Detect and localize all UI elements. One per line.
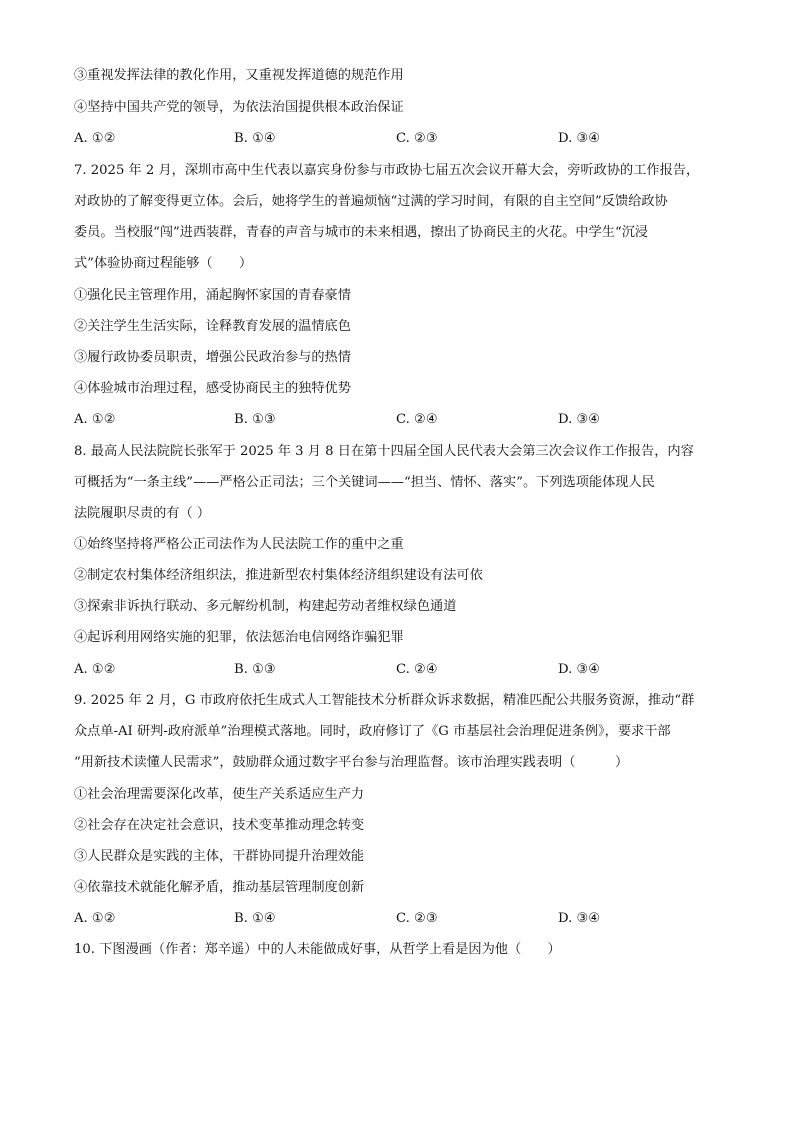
question-8-options [74,662,724,678]
question-7-item-2: ②关注学生生活实际，诠释教育发展的温情底色 [74,319,351,334]
question-7-stem-line-2: 对政协的了解变得更立体。会后，她将学生的普遍烦恼“过满的学习时间，有限的自主空间”反馈给政协 [74,194,668,209]
question-10-stem: 10. 下图漫画（作者：郑辛遥）中的人未能做成好事，从哲学上看是因为他（ ） [74,942,561,957]
question-9-item-2: ②社会存在决定社会意识，技术变革推动理念转变 [74,818,365,833]
question-9-stem-line-2: 众点单-AI 研判-政府派单”治理模式落地。同时，政府修订了《G 市基层社会治理促进条例》，要求干部 [74,724,671,739]
question-6-item-3: ③重视发挥法律的教化作用，又重视发挥道德的规范作用 [74,68,404,83]
option-d: D. ③④ [558,412,601,427]
question-8-stem-line-3: 法院履职尽责的有（ ） [74,506,211,521]
question-9-stem-line-1: 9. 2025 年 2 月，G 市政府依托生成式人工智能技术分析群众诉求数据，精准匹配公共服务资源，推动“群 [74,693,695,708]
question-8-item-4: ④起诉利用网络实施的犯罪，依法惩治电信网络诈骗犯罪 [74,630,404,645]
option-d: D. ③④ [558,131,601,146]
option-c: C. ②③ [396,911,438,926]
option-a: A. ①② [74,131,116,146]
question-9-item-4: ④依靠技术就能化解矛盾，推动基层管理制度创新 [74,880,365,895]
option-a: A. ①② [74,911,116,926]
option-d: D. ③④ [558,662,601,677]
question-9-stem-line-3: “用新技术读懂人民需求”，鼓励群众通过数字平台参与治理监督。该市治理实践表明（ ） [74,755,629,770]
question-6-options [74,131,724,147]
option-a: A. ①② [74,412,116,427]
question-7-item-1: ①强化民主管理作用，涌起胸怀家国的青春豪情 [74,288,351,303]
question-6-item-4: ④坚持中国共产党的领导，为依法治国提供根本政治保证 [74,100,404,115]
question-8-stem-line-1: 8. 最高人民法院院长张军于 2025 年 3 月 8 日在第十四届全国人民代表大会第三次会议作工作报告，内容 [74,444,694,459]
option-a: A. ①② [74,662,116,677]
question-9-item-1: ①社会治理需要深化改革，使生产关系适应生产力 [74,787,365,802]
question-7-stem-line-3: 委员。当校服“闯”进西装群，青春的声音与城市的未来相遇，擦出了协商民主的火花。中学生“沉浸 [74,225,649,240]
question-7-stem-line-1: 7. 2025 年 2 月，深圳市高中生代表以嘉宾身份参与市政协七届五次会议开幕大会，旁听政协的工作报告， [74,163,700,178]
question-7-item-3: ③履行政协委员职责，增强公民政治参与的热情 [74,350,351,365]
question-8-item-1: ①始终坚持将严格公正司法作为人民法院工作的重中之重 [74,537,404,552]
question-8-stem-line-2: 可概括为“一条主线”——严格公正司法；三个关键词——“担当、情怀、落实”。下列选项能体现人民 [74,475,655,490]
option-b: B. ①④ [234,911,276,926]
question-9-options [74,911,724,927]
option-b: B. ①④ [234,131,276,146]
option-c: C. ②④ [396,412,438,427]
question-9-item-3: ③人民群众是实践的主体，干群协同提升治理效能 [74,849,365,864]
option-c: C. ②④ [396,662,438,677]
option-b: B. ①③ [234,662,276,677]
option-c: C. ②③ [396,131,438,146]
option-b: B. ①③ [234,412,276,427]
option-d: D. ③④ [558,911,601,926]
question-7-item-4: ④体验城市治理过程，感受协商民主的独特优势 [74,381,351,396]
question-7-stem-line-4: 式”体验协商过程能够（ ） [74,256,253,271]
question-7-options [74,412,724,428]
question-8-item-2: ②制定农村集体经济组织法，推进新型农村集体经济组织建设有法可依 [74,568,483,583]
question-8-item-3: ③探索非诉执行联动、多元解纷机制，构建起劳动者维权绿色通道 [74,599,457,614]
